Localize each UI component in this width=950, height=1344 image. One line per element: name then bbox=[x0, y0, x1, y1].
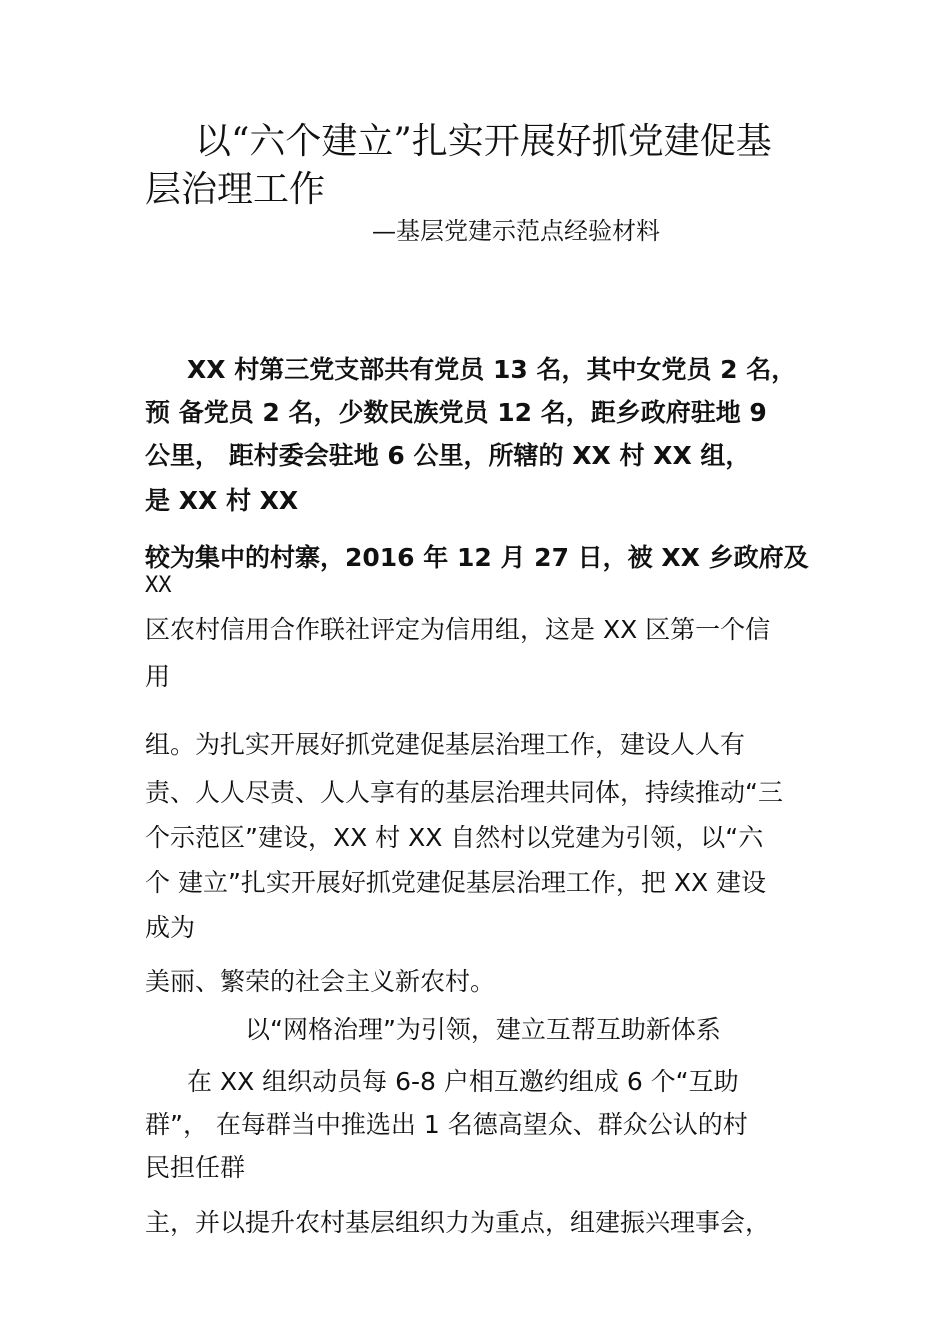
paragraph-line: 成为 bbox=[145, 913, 196, 942]
paragraph-line: 预 备党员 2 名，少数民族党员 12 名，距乡政府驻地 9 bbox=[145, 398, 767, 427]
paragraph-line: 是 XX 村 XX bbox=[145, 486, 299, 515]
paragraph-line: 区农村信用合作联社评定为信用组，这是 XX 区第一个信 bbox=[145, 615, 771, 644]
paragraph-line: 个示范区”建设，XX 村 XX 自然村以党建为引领，以“六 bbox=[145, 823, 764, 852]
paragraph-line: 公里， 距村委会驻地 6 公里，所辖的 XX 村 XX 组， bbox=[145, 441, 751, 470]
paragraph-line: 责、人人尽责、人人享有的基层治理共同体，持续推动“三 bbox=[145, 778, 783, 807]
paragraph-line: 民担任群 bbox=[145, 1153, 246, 1182]
paragraph-line: XX 村第三党支部共有党员 13 名，其中女党员 2 名， bbox=[187, 355, 797, 384]
paragraph-line: 群”， 在每群当中推选出 1 名德高望众、群众公认的村 bbox=[145, 1110, 748, 1139]
section-heading: 以“网格治理”为引领，建立互帮互助新体系 bbox=[245, 1015, 721, 1044]
paragraph-line: 个 建立”扎实开展好抓党建促基层治理工作，把 XX 建设 bbox=[145, 868, 767, 897]
paragraph-line: 主，并以提升农村基层组织力为重点，组建振兴理事会， bbox=[145, 1208, 771, 1237]
paragraph-line: XX bbox=[145, 573, 172, 598]
paragraph-line: 较为集中的村寨，2016 年 12 月 27 日，被 XX 乡政府及 bbox=[145, 543, 809, 572]
paragraph-line: 用 bbox=[145, 662, 171, 691]
document-title: 以“六个建立”扎实开展好抓党建促基层治理工作 bbox=[145, 121, 772, 210]
paragraph-line: 在 XX 组织动员每 6-8 户相互邀约组成 6 个“互助 bbox=[187, 1067, 739, 1096]
paragraph-line: 组。为扎实开展好抓党建促基层治理工作，建设人人有 bbox=[145, 730, 746, 759]
paragraph-line: 美丽、繁荣的社会主义新农村。 bbox=[145, 967, 496, 996]
document-subtitle: —基层党建示范点经验材料 bbox=[372, 217, 660, 245]
